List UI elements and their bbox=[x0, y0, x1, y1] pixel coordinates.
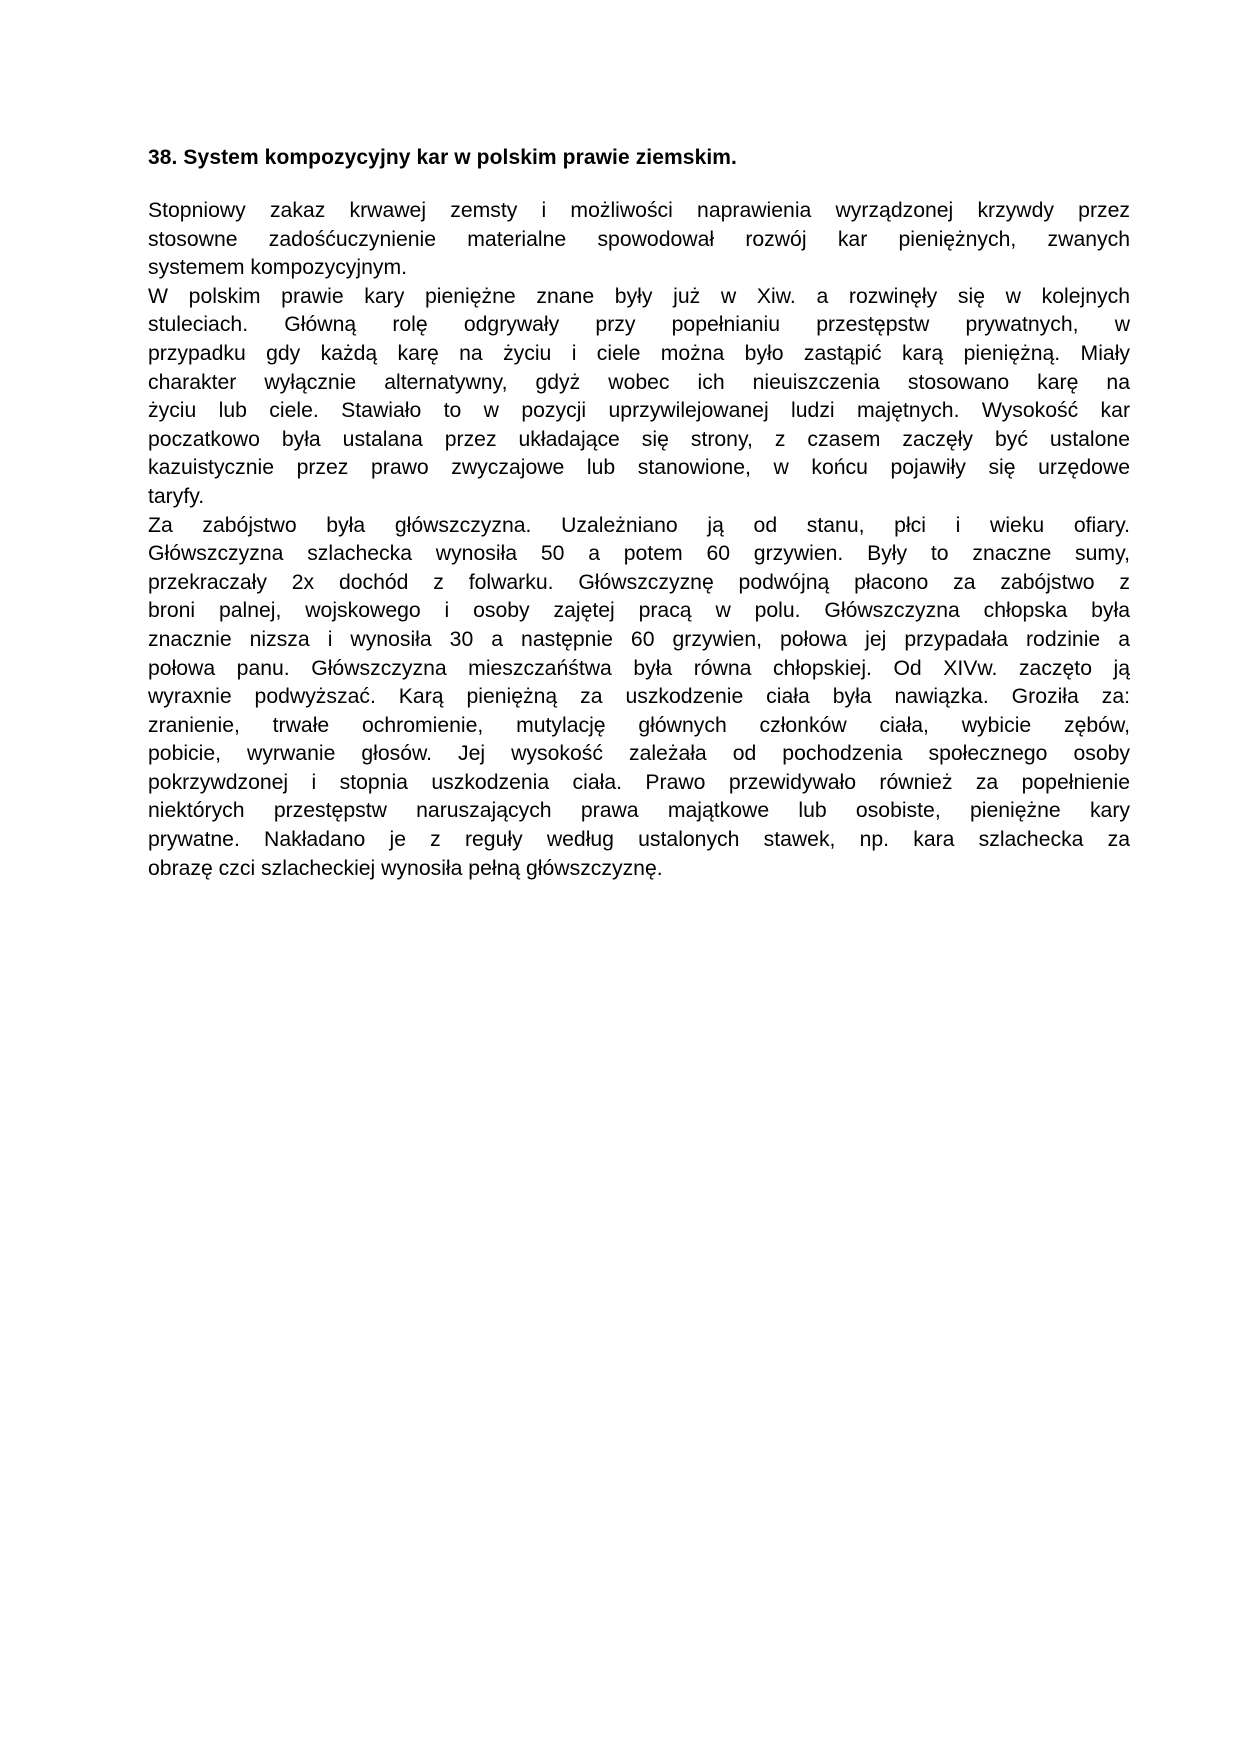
text-line: niektórych przestępstw naruszających prawa majątkowe lub osobiste, pieniężne kary bbox=[148, 799, 1130, 823]
text-line: Za zabójstwo była główszczyzna. Uzależniano ją od stanu, płci i wieku ofiary. bbox=[148, 513, 1130, 537]
paragraph-2 bbox=[148, 283, 1130, 512]
text-line: systemem kompozycyjnym. bbox=[148, 256, 408, 280]
document-body bbox=[148, 197, 1130, 883]
text-line: poczatkowo była ustalana przez układające się strony, z czasem zaczęły być ustalone bbox=[148, 427, 1130, 451]
text-line: wyraxnie podwyższać. Karą pieniężną za uszkodzenie ciała była nawiązka. Groziła za: bbox=[148, 685, 1130, 709]
text-line: przypadku gdy każdą karę na życiu i ciele można było zastąpić karą pieniężną. Miały bbox=[148, 341, 1130, 365]
text-line: pobicie, wyrwanie głosów. Jej wysokość zależała od pochodzenia społecznego osoby bbox=[148, 742, 1130, 766]
text-line: znacznie nizsza i wynosiła 30 a następnie 60 grzywien, połowa jej przypadała rodzinie a bbox=[148, 627, 1130, 651]
text-line: broni palnej, wojskowego i osoby zajętej pracą w polu. Główszczyzna chłopska była bbox=[148, 599, 1130, 623]
text-line: prywatne. Nakładano je z reguły według ustalonych stawek, np. kara szlachecka za bbox=[148, 828, 1130, 852]
paragraph-3 bbox=[148, 512, 1130, 884]
text-line: pokrzywdzonej i stopnia uszkodzenia ciała. Prawo przewidywało również za popełnienie bbox=[148, 770, 1130, 794]
text-line: stuleciach. Główną rolę odgrywały przy popełnianiu przestępstw prywatnych, w bbox=[148, 313, 1130, 337]
text-line: zranienie, trwałe ochromienie, mutylację głównych członków ciała, wybicie zębów, bbox=[148, 713, 1130, 737]
text-line: Stopniowy zakaz krwawej zemsty i możliwości naprawienia wyrządzonej krzywdy przez bbox=[148, 199, 1130, 222]
text-line: przekraczały 2x dochód z folwarku. Główszczyznę podwójną płacono za zabójstwo z bbox=[148, 570, 1130, 594]
document-title: 38. System kompozycyjny kar w polskim prawie ziemskim. bbox=[148, 146, 737, 169]
text-line: charakter wyłącznie alternatywny, gdyż wobec ich nieuiszczenia stosowano karę na bbox=[148, 370, 1130, 394]
text-line: taryfy. bbox=[148, 484, 205, 508]
text-line: Główszczyzna szlachecka wynosiła 50 a potem 60 grzywien. Były to znaczne sumy, bbox=[148, 542, 1130, 566]
text-line: W polskim prawie kary pieniężne znane były już w Xiw. a rozwinęły się w kolejnych bbox=[148, 284, 1130, 308]
text-line: stosowne zadośćuczynienie materialne spowodował rozwój kar pieniężnych, zwanych bbox=[148, 227, 1130, 251]
text-line: połowa panu. Główszczyzna mieszczańśtwa była równa chłopskiej. Od XIVw. zaczęto ją bbox=[148, 656, 1130, 680]
text-line: życiu lub ciele. Stawiało to w pozycji uprzywilejowanej ludzi majętnych. Wysokość kar bbox=[148, 399, 1130, 423]
document-page bbox=[148, 146, 1130, 883]
paragraph-1 bbox=[148, 197, 1130, 283]
text-line: kazuistycznie przez prawo zwyczajowe lub stanowione, w końcu pojawiły się urzędowe bbox=[148, 456, 1130, 480]
text-line: obrazę czci szlacheckiej wynosiła pełną główszczyznę. bbox=[148, 856, 663, 880]
